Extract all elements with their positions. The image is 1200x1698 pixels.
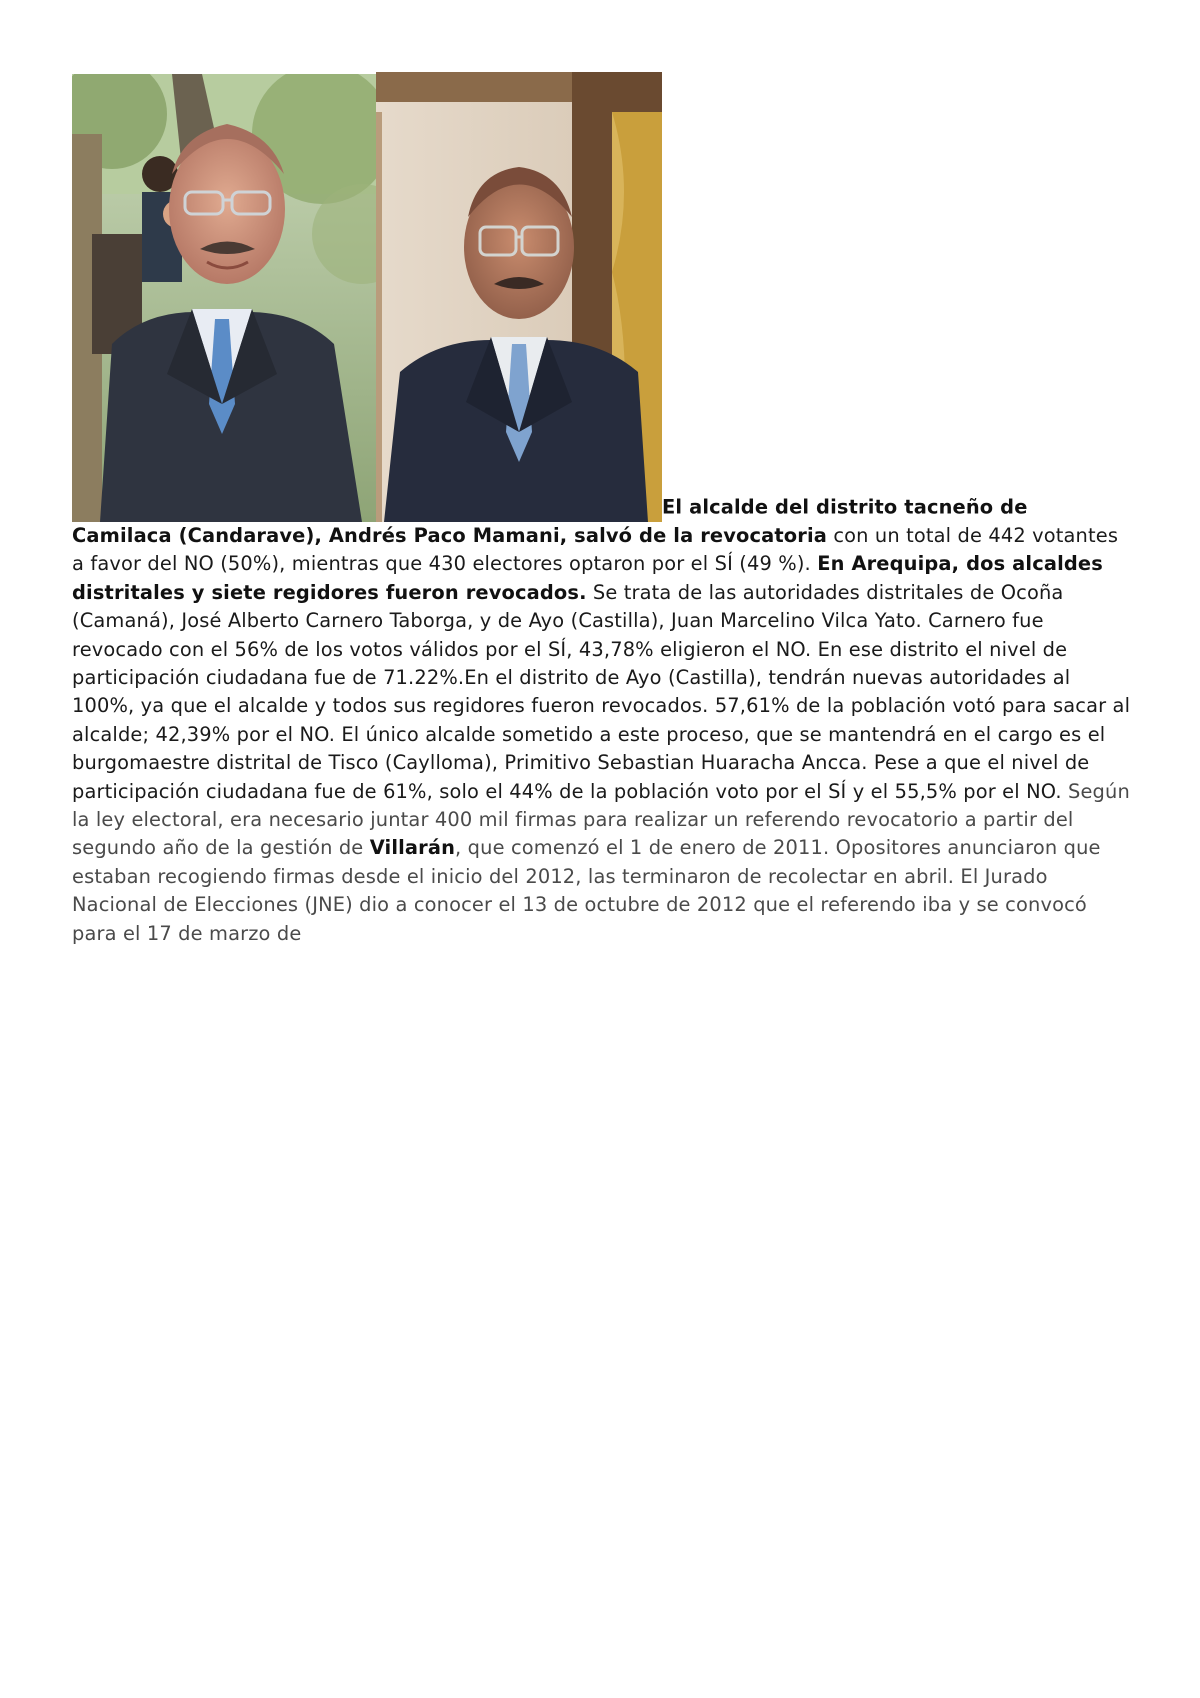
paragraph-text: Según la ley electoral, era necesario juntar 400 mil firmas para realizar un referendo revocatorio a partir del segundo año de la gestión de: [72, 779, 1130, 860]
paragraph-text: con un total de 442 votantes a favor del NO (50%), mientras que 430 electores optaron por el SÍ (49 %).: [72, 524, 1119, 576]
name-bold-text: Villarán: [369, 836, 456, 860]
photo-mayor-outdoor: [72, 74, 376, 522]
paragraph-text: Se trata de las autoridades distritales de Ocoña (Camaná), José Alberto Carnero Taborga, y de Ayo (Castilla), Juan Marcelino Vilca Yato. Carnero fue revocado con el 56% de los votos válidos por el SÍ, 43,78% eligieron el NO. En ese distrito el nivel de participación ciudadana fue de 71.22%.En el distrito de Ayo (Castilla), tendrán nuevas autoridades al 100%, ya que el alcalde y todos sus regidores fueron revocados. 57,61% de la población votó para sacar al alcalde; 42,39% por el NO. El único alcalde sometido a este proceso, que se mantendrá en el cargo es el burgomaestre distrital de Tisco (Caylloma), Primitivo Sebastian Huaracha Ancca. Pese a que el nivel de participación ciudadana fue de 61%, solo el 44% de la población voto por el SÍ y el 55,5% por el NO.: [72, 580, 1131, 803]
article-body: [72, 72, 1132, 948]
lead-bold-text: El alcalde del distrito tacneño de Camilaca (Candarave), Andrés Paco Mamani, salvó de la revocatoria: [72, 495, 1028, 547]
photo-mayor-office: [376, 72, 662, 522]
paragraph-text: , que comenzó el 1 de enero de 2011. Opositores anunciaron que estaban recogiendo firmas desde el inicio del 2012, las terminaron de recolectar en abril. El Jurado Nacional de Elecciones (JNE) dio a conocer el 13 de octubre de 2012 que el referendo iba y se convocó para el 17 de marzo de: [72, 836, 1101, 945]
subhead-bold-text: En Arequipa, dos alcaldes distritales y siete regidores fueron revocados.: [72, 552, 1103, 604]
